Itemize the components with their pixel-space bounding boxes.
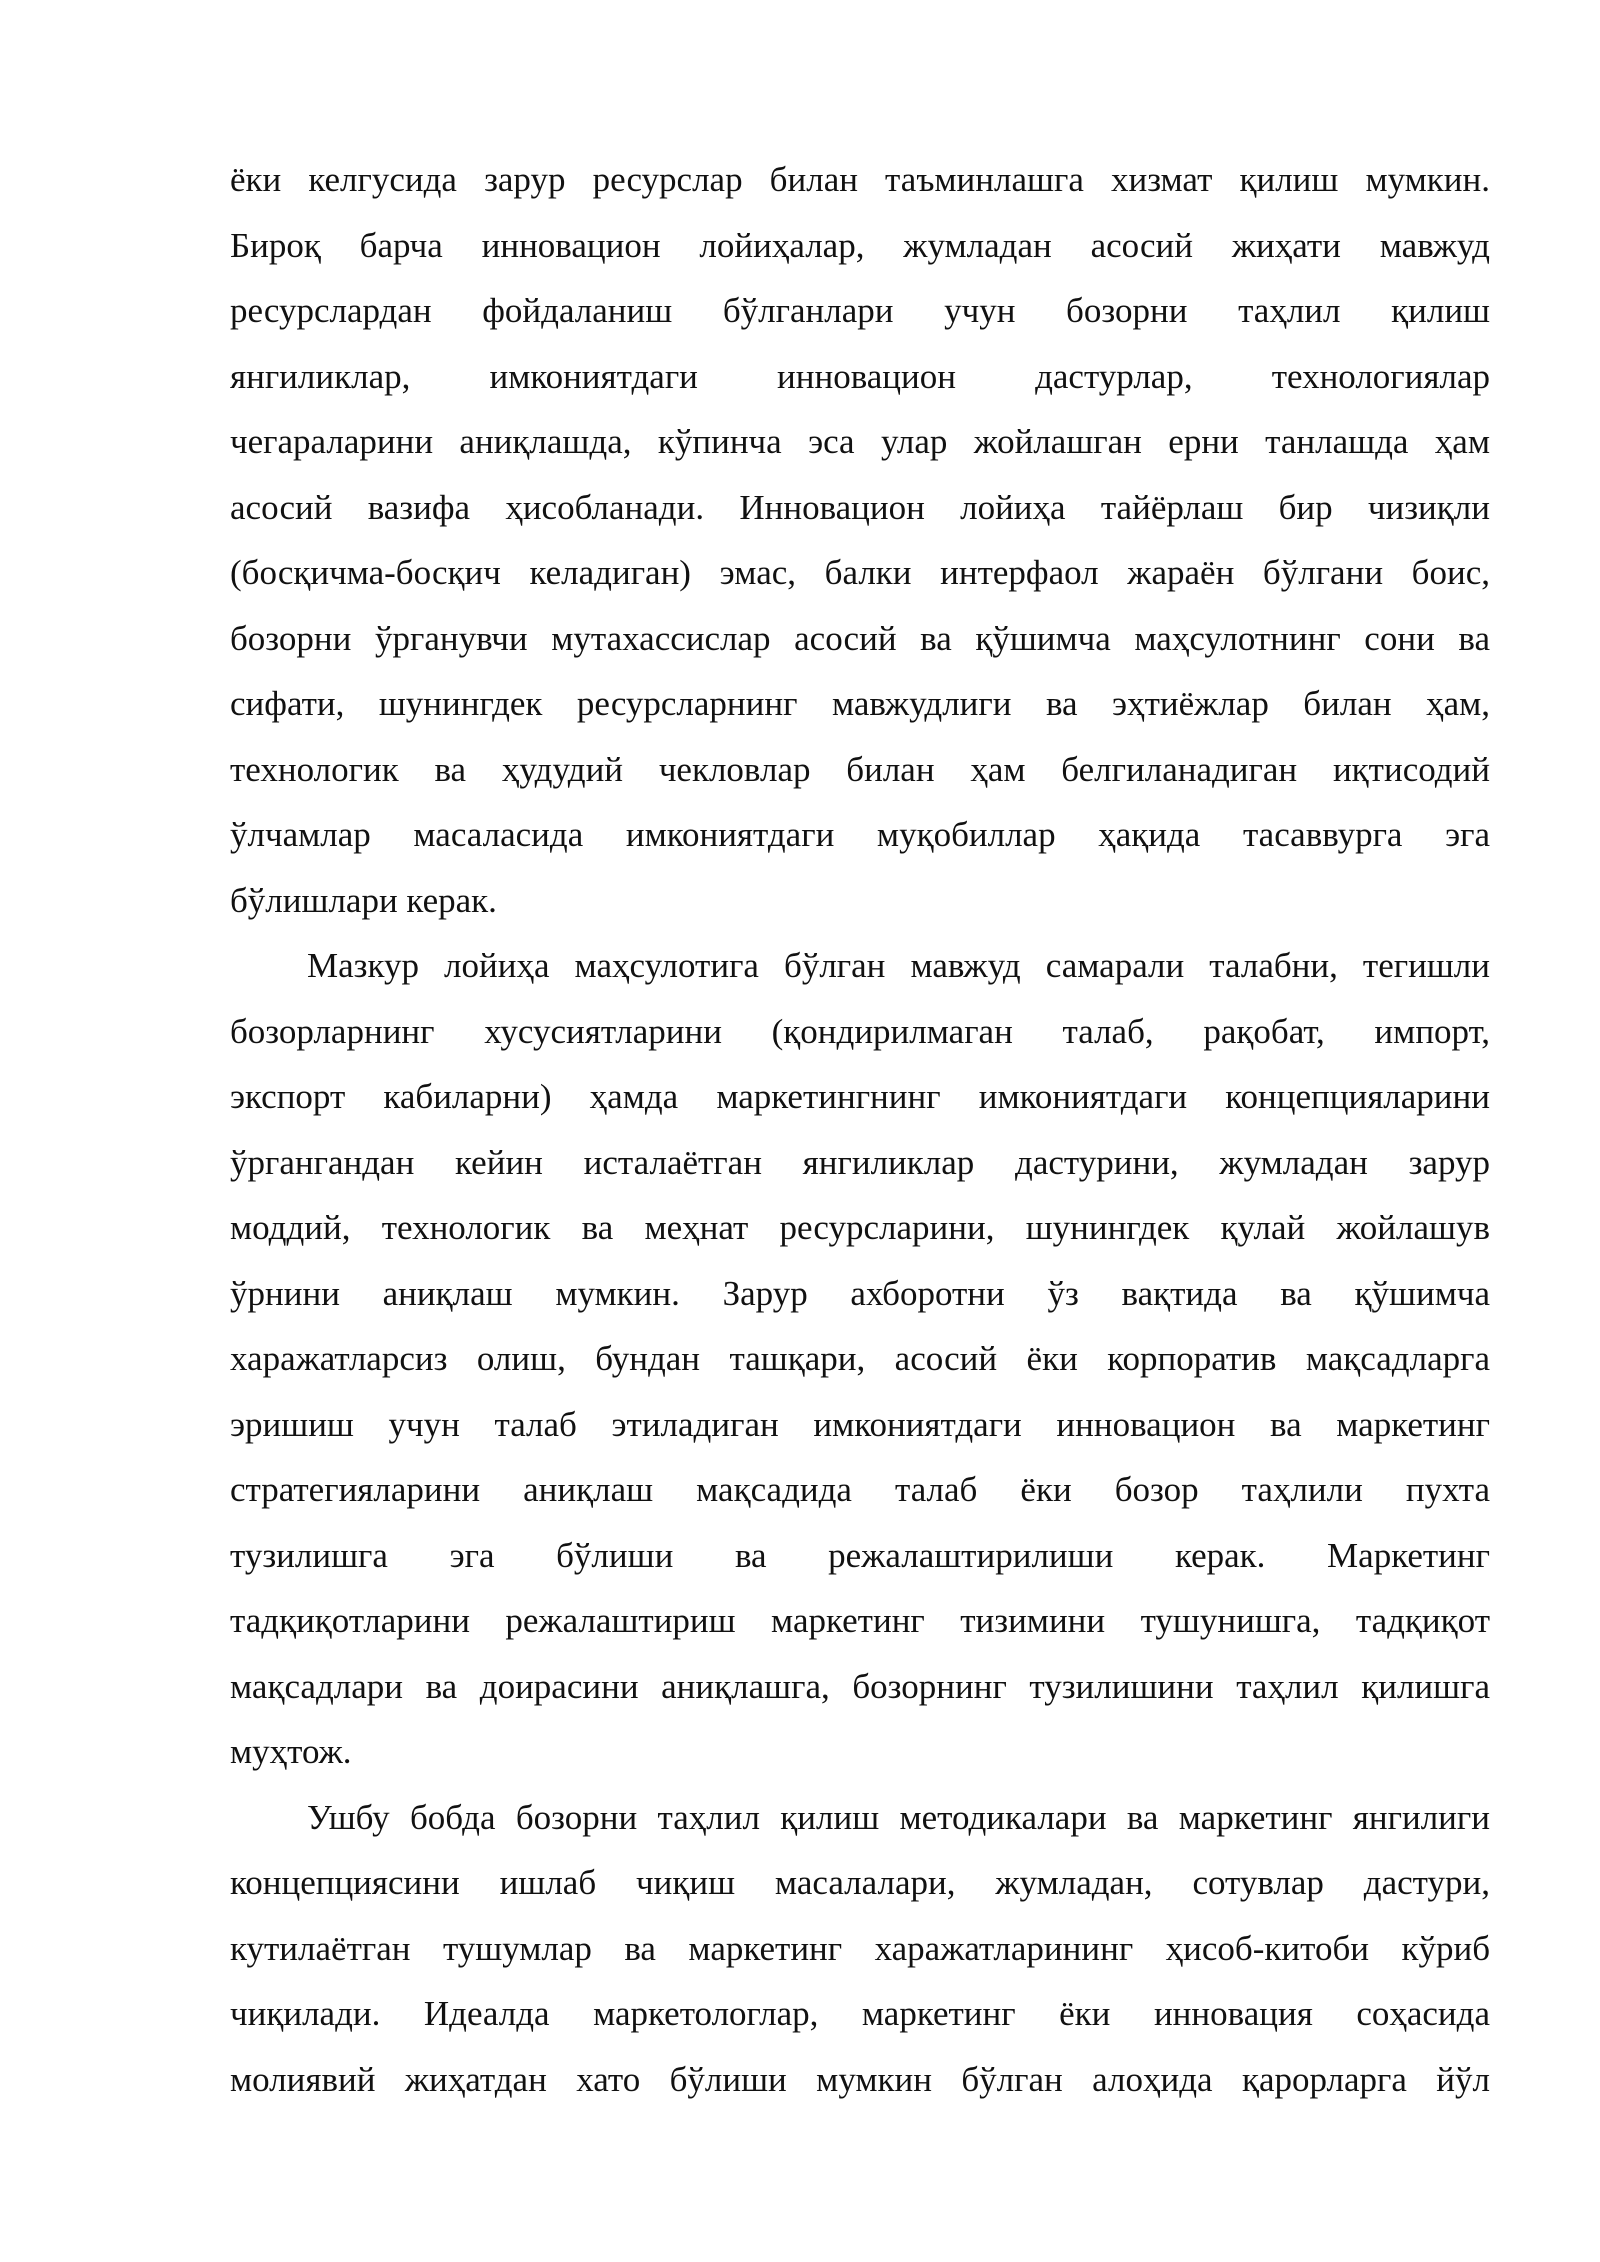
text-line: эришиш учун талаб этиладиган имкониятдаги инновацион ва маркетинг: [230, 1404, 1490, 1444]
paragraph-2: [230, 933, 1490, 1785]
text-line: сифати, шунингдек ресурсларнинг мавжудлиги ва эҳтиёжлар билан ҳам,: [230, 684, 1490, 723]
text-line: кутилаётган тушумлар ва маркетинг харажатларининг ҳисоб-китоби кўриб: [230, 1928, 1490, 1968]
text-line: муҳтож.: [230, 1732, 352, 1771]
text-line: харажатларсиз олиш, бундан ташқари, асосий ёки корпоратив мақсадларга: [230, 1339, 1490, 1378]
text-line: бозорларнинг хусусиятларини (қондирилмаган талаб, рақобат, импорт,: [230, 1011, 1490, 1051]
text-line: ўлчамлар масаласида имкониятдаги муқобиллар ҳақида тасаввурга эга: [230, 815, 1490, 854]
text-line: асосий вазифа ҳисобланади. Инновацион лойиҳа тайёрлаш бир чизиқли: [230, 487, 1490, 527]
text-line: мақсадлари ва доирасини аниқлашга, бозорнинг тузилишини таҳлил қилишга: [230, 1666, 1490, 1706]
text-line: моддий, технологик ва меҳнат ресурсларини, шунингдек қулай жойлашув: [230, 1208, 1490, 1247]
text-line: ёки келгусида зарур ресурслар билан таъминлашга хизмат қилиш мумкин.: [230, 160, 1490, 199]
text-line: чегараларини аниқлашда, кўпинча эса улар жойлашган ерни танлашда ҳам: [230, 422, 1490, 461]
text-line: концепциясини ишлаб чиқиш масалалари, жумладан, сотувлар дастури,: [230, 1863, 1490, 1902]
text-line: бўлишлари керак.: [230, 880, 497, 920]
text-line: молиявий жиҳатдан хато бўлиши мумкин бўлган алоҳида қарорларга йўл: [230, 2059, 1490, 2099]
document-body: [230, 147, 1490, 2112]
text-line: экспорт кабиларни) ҳамда маркетингнинг имкониятдаги концепцияларини: [230, 1077, 1490, 1116]
text-line: Мазкур лойиҳа маҳсулотига бўлган мавжуд самарали талабни, тегишли: [307, 946, 1490, 985]
text-line: ўргангандан кейин исталаётган янгиликлар дастурини, жумладан зарур: [230, 1142, 1490, 1182]
text-line: Ушбу бобда бозорни таҳлил қилиш методикалари ва маркетинг янгилиги: [307, 1797, 1490, 1837]
text-line: (босқичма-босқич келадиган) эмас, балки интерфаол жараён бўлгани боис,: [230, 553, 1490, 592]
text-line: чиқилади. Идеалда маркетологлар, маркетинг ёки инновация соҳасида: [230, 1994, 1490, 2033]
paragraph-3: [230, 1785, 1490, 2113]
text-line: технологик ва ҳудудий чекловлар билан ҳам белгиланадиган иқтисодий: [230, 749, 1490, 789]
text-line: ресурслардан фойдаланиш бўлганлари учун бозорни таҳлил қилиш: [230, 291, 1490, 330]
text-line: ўрнини аниқлаш мумкин. Зарур ахборотни ўз вақтида ва қўшимча: [230, 1273, 1490, 1313]
paragraph-1: [230, 147, 1490, 933]
text-line: тузилишга эга бўлиши ва режалаштирилиши керак. Маркетинг: [230, 1535, 1490, 1575]
text-line: Бироқ барча инновацион лойиҳалар, жумладан асосий жиҳати мавжуд: [230, 225, 1490, 265]
text-line: янгиликлар, имкониятдаги инновацион дастурлар, технологиялар: [230, 356, 1490, 396]
text-line: бозорни ўрганувчи мутахассислар асосий ва қўшимча маҳсулотнинг сони ва: [230, 618, 1490, 658]
text-line: стратегияларини аниқлаш мақсадида талаб ёки бозор таҳлили пухта: [230, 1470, 1490, 1509]
text-line: тадқиқотларини режалаштириш маркетинг тизимини тушунишга, тадқиқот: [230, 1601, 1490, 1640]
